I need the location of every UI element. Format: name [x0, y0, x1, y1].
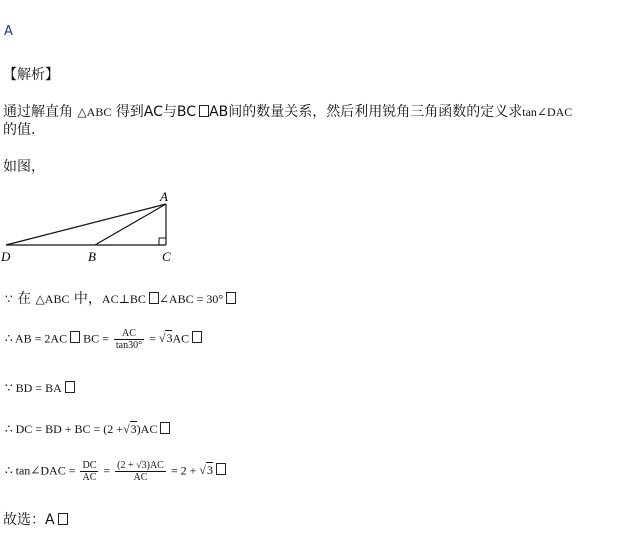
sqrt-symbol: √	[158, 331, 166, 346]
answer-letter: A	[4, 24, 13, 39]
fraction-numerator: DC	[82, 460, 97, 471]
because-symbol: ∵	[5, 292, 13, 306]
missing-glyph-box	[58, 513, 68, 525]
intro-text-1: 通过解直角	[3, 104, 73, 120]
missing-glyph-box	[199, 105, 209, 117]
step-1-angle: ∠ABC = 30°	[158, 292, 224, 306]
conclusion-text: 故选：A	[3, 512, 55, 528]
intro-line-1	[3, 101, 572, 121]
step-1	[5, 288, 236, 308]
missing-glyph-box	[160, 422, 170, 434]
radicand: 3	[130, 422, 137, 436]
step-1-triangle: △ABC	[35, 292, 70, 306]
missing-glyph-box	[65, 381, 75, 393]
step-4	[5, 422, 170, 437]
therefore-symbol: ∴	[5, 463, 13, 478]
sqrt-3	[159, 331, 173, 346]
step-2-ab: AB = 2AC	[14, 331, 68, 346]
fraction-numerator: AC	[114, 328, 144, 340]
radicand: 3	[206, 463, 213, 478]
intro-tan: tan∠DAC	[522, 105, 573, 119]
missing-glyph-box	[149, 292, 159, 304]
sqrt-symbol: √	[199, 463, 206, 478]
radicand: 3	[166, 331, 173, 346]
fraction-ac-tan30	[114, 328, 144, 351]
step-1-text-2: 中，	[73, 291, 102, 307]
step-4-dc: DC = BD + BC = (2 +	[15, 422, 124, 436]
step-2-bc: BC =	[83, 331, 109, 346]
label-b: B	[88, 249, 96, 264]
fraction-denominator: tan30°	[115, 340, 143, 351]
analysis-heading: 【解析】	[3, 67, 59, 83]
step-3	[5, 381, 75, 396]
line-da	[6, 204, 166, 245]
triangle-figure	[0, 188, 190, 266]
therefore-symbol: ∴	[5, 422, 13, 436]
missing-glyph-box	[216, 463, 226, 475]
missing-glyph-box	[226, 292, 236, 304]
step-2-ac: AC	[172, 331, 190, 346]
label-c: C	[162, 249, 171, 264]
line-ba	[95, 204, 166, 245]
label-a: A	[160, 189, 168, 204]
missing-glyph-box	[192, 331, 202, 343]
sqrt-3	[123, 422, 137, 437]
intro-triangle: △ABC	[77, 105, 112, 119]
fraction-numerator: (2 + √3)AC	[117, 460, 164, 471]
step-1-text: 在	[17, 291, 32, 307]
equals-sign: =	[103, 463, 111, 478]
because-symbol: ∵	[5, 381, 13, 395]
intro-text-3: AB间的数量关系，然后利用锐角三角函数的定义求	[209, 104, 523, 120]
right-angle-mark	[159, 238, 166, 245]
fraction-denominator: AC	[82, 472, 97, 483]
missing-glyph-box	[70, 331, 80, 343]
label-d: D	[1, 249, 11, 264]
therefore-symbol: ∴	[5, 331, 13, 346]
sqrt-3	[199, 463, 213, 478]
fraction-denominator: AC	[133, 472, 148, 483]
step-5	[5, 460, 226, 483]
step-3-bd: BD = BA	[15, 381, 62, 395]
fraction-dc-ac	[80, 460, 98, 483]
intro-text-2: 得到AC与BC	[115, 104, 197, 120]
figure-intro: 如图，	[3, 159, 45, 175]
intro-line-2: 的值.	[3, 122, 36, 138]
equals-sign: =	[149, 331, 156, 346]
step-5-result: = 2 +	[170, 463, 197, 478]
sqrt-symbol: √	[123, 422, 130, 436]
step-5-tan: tan∠DAC =	[15, 463, 76, 478]
step-1-perp: AC⊥BC	[101, 292, 146, 306]
conclusion	[3, 509, 68, 529]
step-4-ac: )AC	[136, 422, 158, 436]
step-2	[5, 328, 202, 351]
fraction-2-plus-sqrt3-ac	[115, 460, 166, 483]
